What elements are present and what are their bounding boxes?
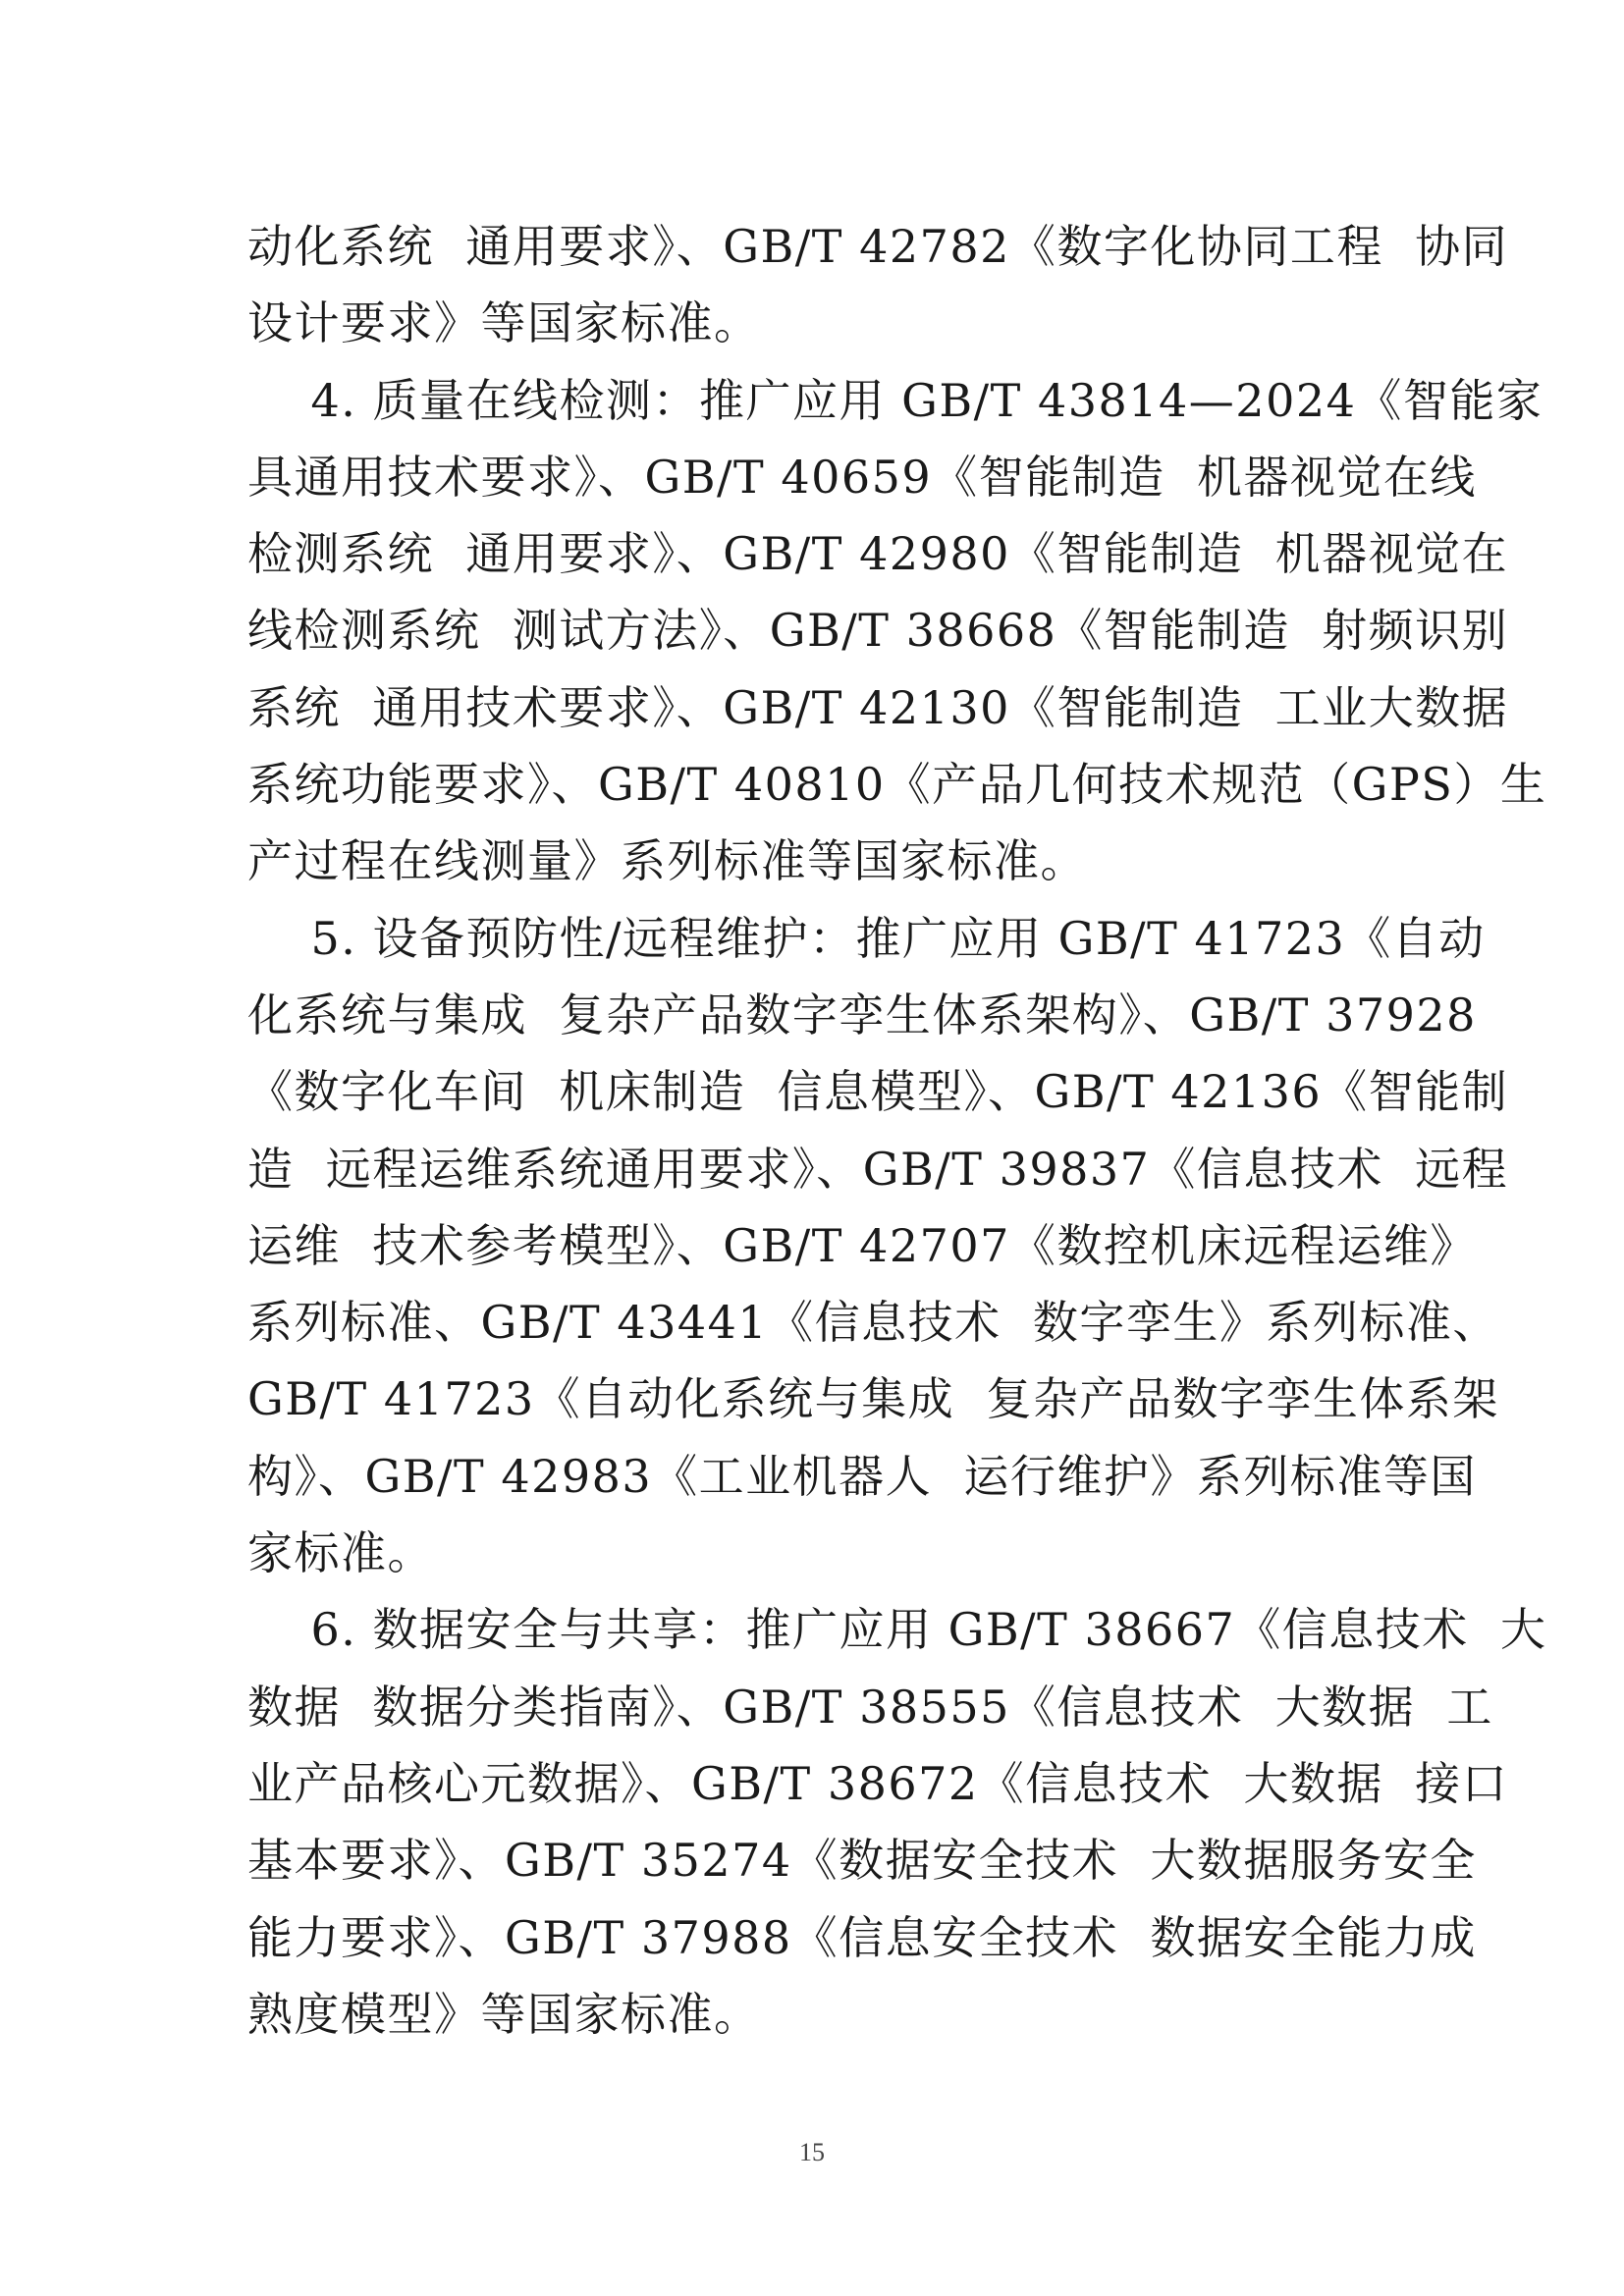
paragraph-item-5 <box>247 900 1509 1592</box>
document-body <box>247 208 1547 2053</box>
text-line: 4. 质量在线检测：推广应用 GB/T 43814—2024《智能家 <box>247 373 1543 427</box>
text-line: 基本要求》、GB/T 35274《数据安全技术 大数据服务安全 <box>247 1834 1477 1888</box>
text-line: 数据 数据分类指南》、GB/T 38555《信息技术 大数据 工 <box>247 1680 1493 1734</box>
text-line: 《数字化车间 机床制造 信息模型》、GB/T 42136《智能制 <box>247 1065 1509 1119</box>
text-line: 业产品核心元数据》、GB/T 38672《信息技术 大数据 接口 <box>247 1756 1509 1810</box>
text-line: 系统功能要求》、GB/T 40810《产品几何技术规范（GPS）生 <box>247 758 1547 812</box>
text-line: 线检测系统 测试方法》、GB/T 38668《智能制造 射频识别 <box>247 604 1509 658</box>
text-line: 5. 设备预防性/远程维护：推广应用 GB/T 41723《自动 <box>247 911 1486 965</box>
text-line: 系统 通用技术要求》、GB/T 42130《智能制造 工业大数据 <box>247 680 1509 734</box>
text-line: 系列标准、GB/T 43441《信息技术 数字孪生》系列标准、 <box>247 1296 1499 1350</box>
page-number: 15 <box>799 2138 825 2166</box>
paragraph-item-4 <box>247 362 1547 900</box>
text-line: 化系统与集成 复杂产品数字孪生体系架构》、GB/T 37928 <box>247 988 1477 1041</box>
text-line: 具通用技术要求》、GB/T 40659《智能制造 机器视觉在线 <box>247 450 1477 504</box>
text-line: GB/T 41723《自动化系统与集成 复杂产品数字孪生体系架 <box>247 1372 1499 1426</box>
paragraph-continuation <box>247 208 1509 362</box>
paragraph-item-6 <box>247 1591 1547 2053</box>
text-line: 构》、GB/T 42983《工业机器人 运行维护》系列标准等国 <box>247 1449 1477 1503</box>
text-line: 设计要求》等国家标准。 <box>247 296 761 350</box>
text-line: 检测系统 通用要求》、GB/T 42980《智能制造 机器视觉在 <box>247 527 1509 581</box>
text-line: 家标准。 <box>247 1526 434 1580</box>
text-line: 能力要求》、GB/T 37988《信息安全技术 数据安全能力成 <box>247 1910 1477 1964</box>
text-line: 造 远程运维系统通用要求》、GB/T 39837《信息技术 远程 <box>247 1142 1509 1196</box>
text-line: 6. 数据安全与共享：推广应用 GB/T 38667《信息技术 大 <box>247 1603 1547 1657</box>
text-line: 产过程在线测量》系列标准等国家标准。 <box>247 834 1087 888</box>
text-line: 动化系统 通用要求》、GB/T 42782《数字化协同工程 协同 <box>247 220 1509 273</box>
text-line: 熟度模型》等国家标准。 <box>247 1987 761 2041</box>
text-line: 运维 技术参考模型》、GB/T 42707《数控机床远程运维》 <box>247 1218 1477 1272</box>
